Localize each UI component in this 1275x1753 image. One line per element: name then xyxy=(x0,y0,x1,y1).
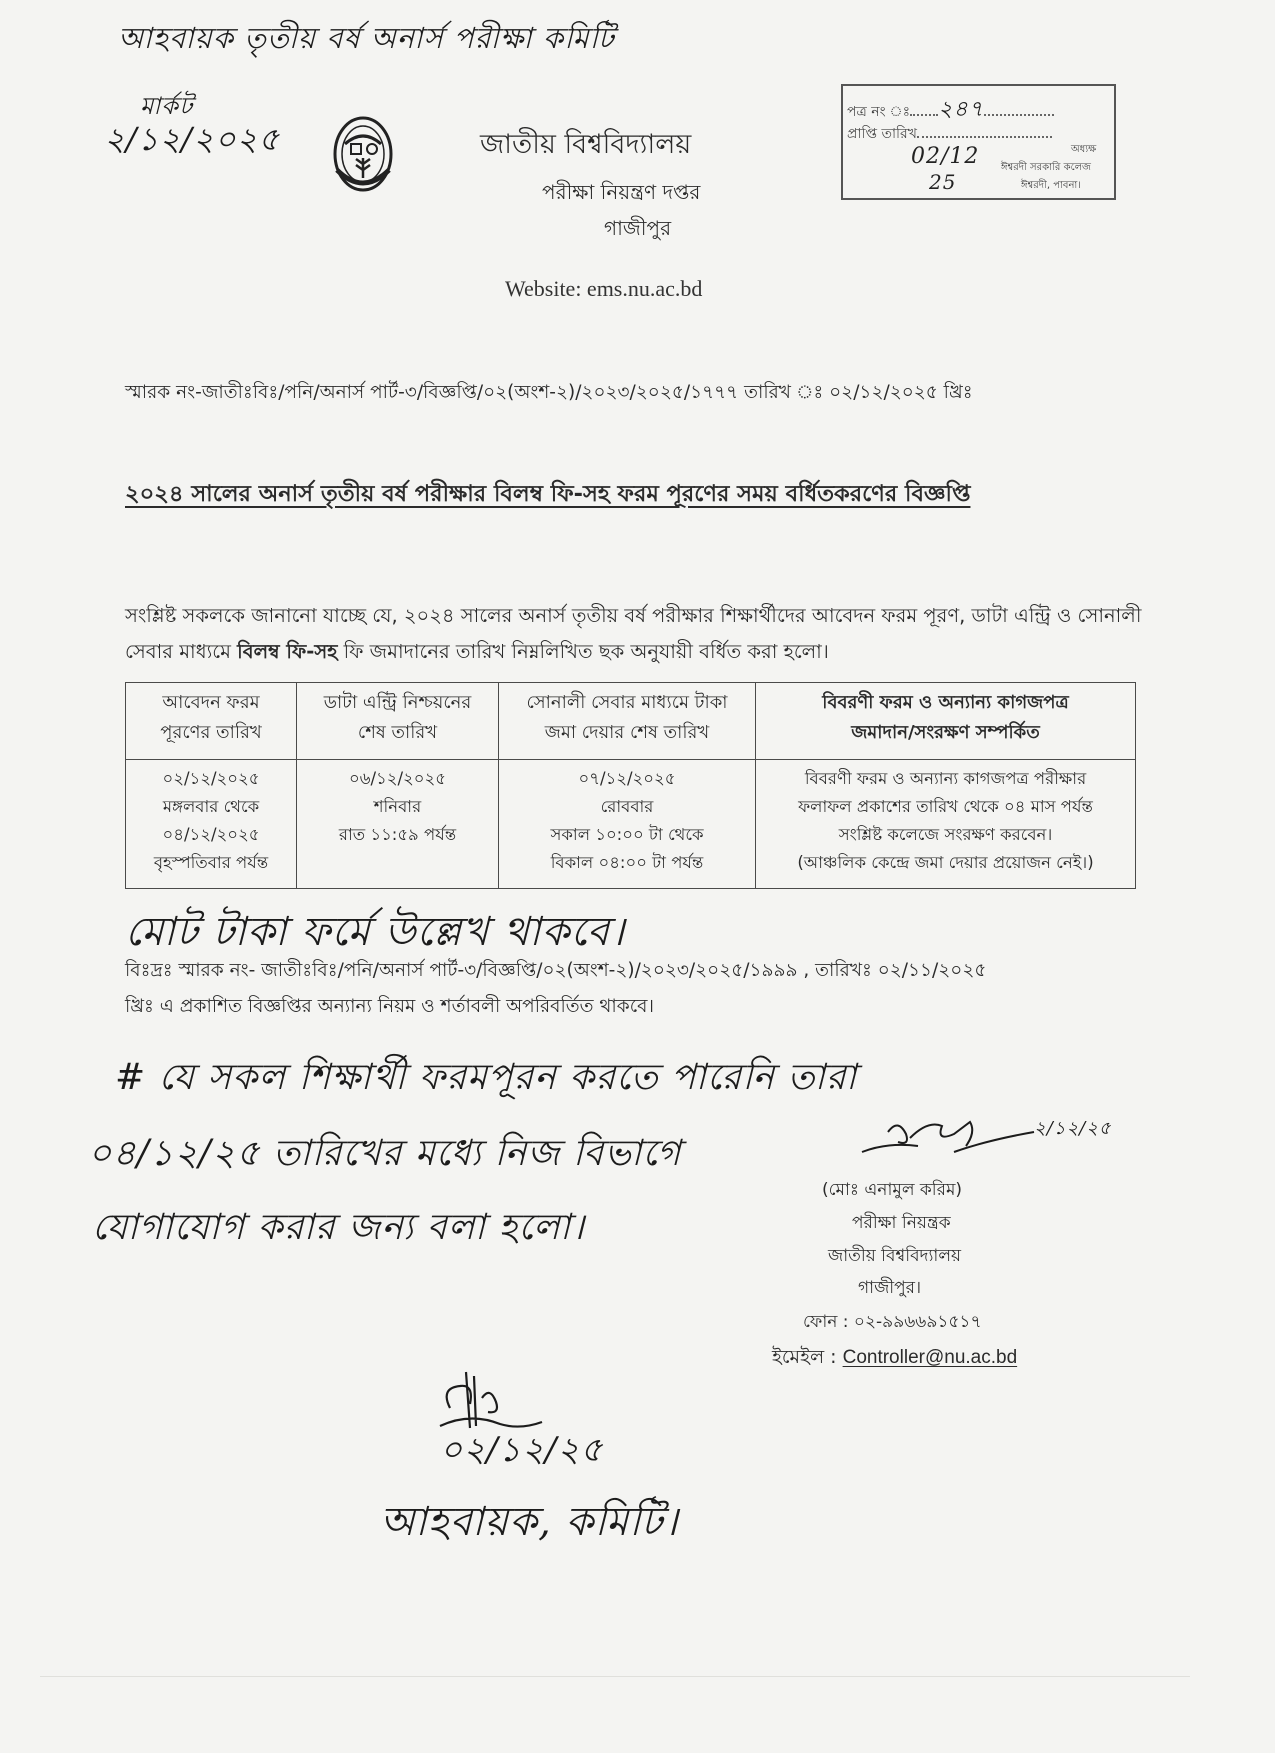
receipt-stamp xyxy=(841,84,1116,200)
signatory-designation: পরীক্ষা নিয়ন্ত্রক xyxy=(852,1213,951,1233)
schedule-table xyxy=(125,682,1136,889)
header-line: জমাদান/সংরক্ষণ সম্পর্কিত xyxy=(851,722,1040,743)
university-logo xyxy=(331,114,395,194)
controller-sign-date: ২/১২/২৫ xyxy=(1034,1118,1112,1139)
header-documents xyxy=(756,683,1136,760)
handwritten-received-mark: মার্কট xyxy=(140,92,194,120)
handwritten-instruction-line-1: # যে সকল শিক্ষার্থী ফরমপূরন করতে পারেনি তারা xyxy=(115,1057,858,1098)
header-line: সোনালী সেবার মাধ্যমে টাকা xyxy=(526,692,728,713)
cell-line: শনিবার xyxy=(373,797,422,816)
email-label: ইমেইল : xyxy=(772,1346,843,1368)
header-form-fillup-date xyxy=(126,683,297,760)
stamp-address: ঈশ্বরদী, পাবনা। xyxy=(1021,180,1081,191)
cell-line: ০৭/১২/২০২৫ xyxy=(578,769,676,788)
cell-payment-deadline xyxy=(499,760,756,889)
email-address: Controller@nu.ac.bd xyxy=(842,1347,1018,1368)
cell-line: ফলাফল প্রকাশের তারিখ থেকে ০৪ মাস পর্যন্ত xyxy=(798,797,1093,816)
table-header-row xyxy=(126,683,1136,760)
header-line: বিবরণী ফরম ও অন্যান্য কাগজপত্র xyxy=(822,692,1069,713)
office-name: পরীক্ষা নিয়ন্ত্রণ দপ্তর xyxy=(542,180,701,204)
cell-line: বিবরণী ফরম ও অন্যান্য কাগজপত্র পরীক্ষার xyxy=(804,769,1087,788)
handwritten-instruction-line-2: ০৪/১২/২৫ তারিখের মধ্যে নিজ বিভাগে xyxy=(88,1133,682,1174)
body-text-part2: ফি জমাদানের তারিখ নিম্নলিখিত ছক অনুযায়ী বর্ধিত করা হলো। xyxy=(337,640,829,663)
cell-line: রোববার xyxy=(600,797,654,816)
stamp-college: ঈশ্বরদী সরকারি কলেজ xyxy=(1001,162,1091,173)
note-line-2: খ্রিঃ এ প্রকাশিত বিজ্ঞপ্তির অন্যান্য নিয়ম ও শর্তাবলী অপরিবর্তিত থাকবে। xyxy=(125,996,655,1017)
stamp-date-handwritten: 02/12 xyxy=(911,144,980,169)
handwritten-received-date: ২/১২/২০২৫ xyxy=(104,120,281,158)
stamp-designation: অধ্যক্ষ xyxy=(1071,144,1097,155)
letter-no-dots-left xyxy=(910,102,938,116)
cell-line: সংশ্লিষ্ট কলেজে সংরক্ষণ করবেন। xyxy=(838,825,1053,844)
table-row xyxy=(126,760,1136,889)
signatory-university: জাতীয় বিশ্ববিদ্যালয় xyxy=(828,1246,962,1266)
body-text-bold: বিলম্ব ফি-সহ xyxy=(237,640,338,663)
cell-line: বৃহস্পতিবার পর্যন্ত xyxy=(153,853,269,872)
stamp-year-handwritten: 25 xyxy=(929,170,957,194)
handwritten-top-note: আহবায়ক তৃতীয় বর্ষ অনার্স পরীক্ষা কমিটি xyxy=(118,21,615,55)
header-line: আবেদন ফরম xyxy=(162,692,260,713)
letter-no-dots-right xyxy=(984,102,1054,116)
convener-sign-date: ০২/১২/২৫ xyxy=(440,1430,604,1470)
header-line: জমা দেয়ার শেষ তারিখ xyxy=(544,722,710,743)
cell-line: বিকাল ০৪:০০ টা পর্যন্ত xyxy=(550,853,704,872)
memo-reference: স্মারক নং-জাতীঃবিঃ/পনি/অনার্স পার্ট-৩/বিজ্ঞপ্তি/০২(অংশ-২)/২০২৩/২০২৫/১৭৭৭ xyxy=(125,382,739,403)
cell-line: সকাল ১০:০০ টা থেকে xyxy=(550,825,704,844)
handwritten-instruction-line-3: যোগাযোগ করার জন্য বলা হলো। xyxy=(92,1207,586,1248)
cell-line: রাত ১১:৫৯ পর্যন্ত xyxy=(338,825,457,844)
handwritten-total-amount-note: মোট টাকা ফর্মে উল্লেখ থাকবে। xyxy=(125,909,626,955)
cell-form-fillup-date xyxy=(126,760,297,889)
scan-edge-line xyxy=(40,1676,1190,1677)
memo-date: তারিখ ঃ ০২/১২/২০২৫ খ্রিঃ xyxy=(744,382,973,403)
cell-line: (আঞ্চলিক কেন্দ্রে জমা দেয়ার প্রয়োজন নেই।) xyxy=(797,853,1094,872)
signatory-city: গাজীপুর। xyxy=(858,1278,922,1298)
cell-documents xyxy=(756,760,1136,889)
memo-line xyxy=(125,378,973,409)
header-line: ডাটা এন্ট্রি নিশ্চয়নের xyxy=(323,692,472,713)
website-line: Website: ems.nu.ac.bd xyxy=(505,276,703,301)
header-line: পূরণের তারিখ xyxy=(160,722,262,743)
letter-no-label: পত্র নং ঃ xyxy=(847,104,911,120)
signatory-name: (মোঃ এনামুল করিম) xyxy=(822,1180,963,1200)
note-line-1: বিঃদ্রঃ স্মারক নং- জাতীঃবিঃ/পনি/অনার্স পার্ট-৩/বিজ্ঞপ্তি/০২(অংশ-২)/২০২৩/২০২৫/১৯৯৯ , তারিখঃ ০২/১১/২০২৫ xyxy=(125,960,987,981)
received-date-label: প্রাপ্তি তারিখ xyxy=(847,126,917,142)
received-date-dots xyxy=(917,124,1052,138)
signatory-email-line xyxy=(772,1343,1017,1375)
cell-line: ০৪/১২/২০২৫ xyxy=(162,825,260,844)
cell-line: ০৬/১২/২০২৫ xyxy=(349,769,446,788)
signatory-phone: ফোন : ০২-৯৯৬৬৯১৫১৭ xyxy=(803,1312,982,1332)
notice-title: ২০২৪ সালের অনার্স তৃতীয় বর্ষ পরীক্ষার বিলম্ব ফি-সহ ফরম পূরণের সময় বর্ধিতকরণের বিজ্ঞপ্তি xyxy=(125,481,971,507)
cell-data-entry-deadline xyxy=(297,760,499,889)
university-name: জাতীয় বিশ্ববিদ্যালয় xyxy=(480,129,692,160)
letter-no-handwritten: ২৪৭ xyxy=(938,97,984,122)
body-text-part1: সংশ্লিষ্ট সকলকে জানানো যাচ্ছে যে, ২০২৪ সালের অনার্স তৃতীয় বর্ষ পরীক্ষার শিক্ষার্থীদের আবেদন ফরম পূরণ, ডাটা এন্ট্রি ও সোনালী সেবার মাধ্যমে xyxy=(125,604,1142,663)
cell-line: ০২/১২/২০২৫ xyxy=(162,769,260,788)
office-city: গাজীপুর xyxy=(604,216,672,240)
header-payment-deadline xyxy=(499,683,756,760)
convener-title: আহবায়ক, কমিটি। xyxy=(380,1499,679,1545)
cell-line: মঙ্গলবার থেকে xyxy=(162,797,260,816)
header-data-entry-deadline xyxy=(297,683,499,760)
controller-signature xyxy=(858,1112,1038,1168)
header-line: শেষ তারিখ xyxy=(357,722,438,743)
notice-body xyxy=(125,598,1155,670)
